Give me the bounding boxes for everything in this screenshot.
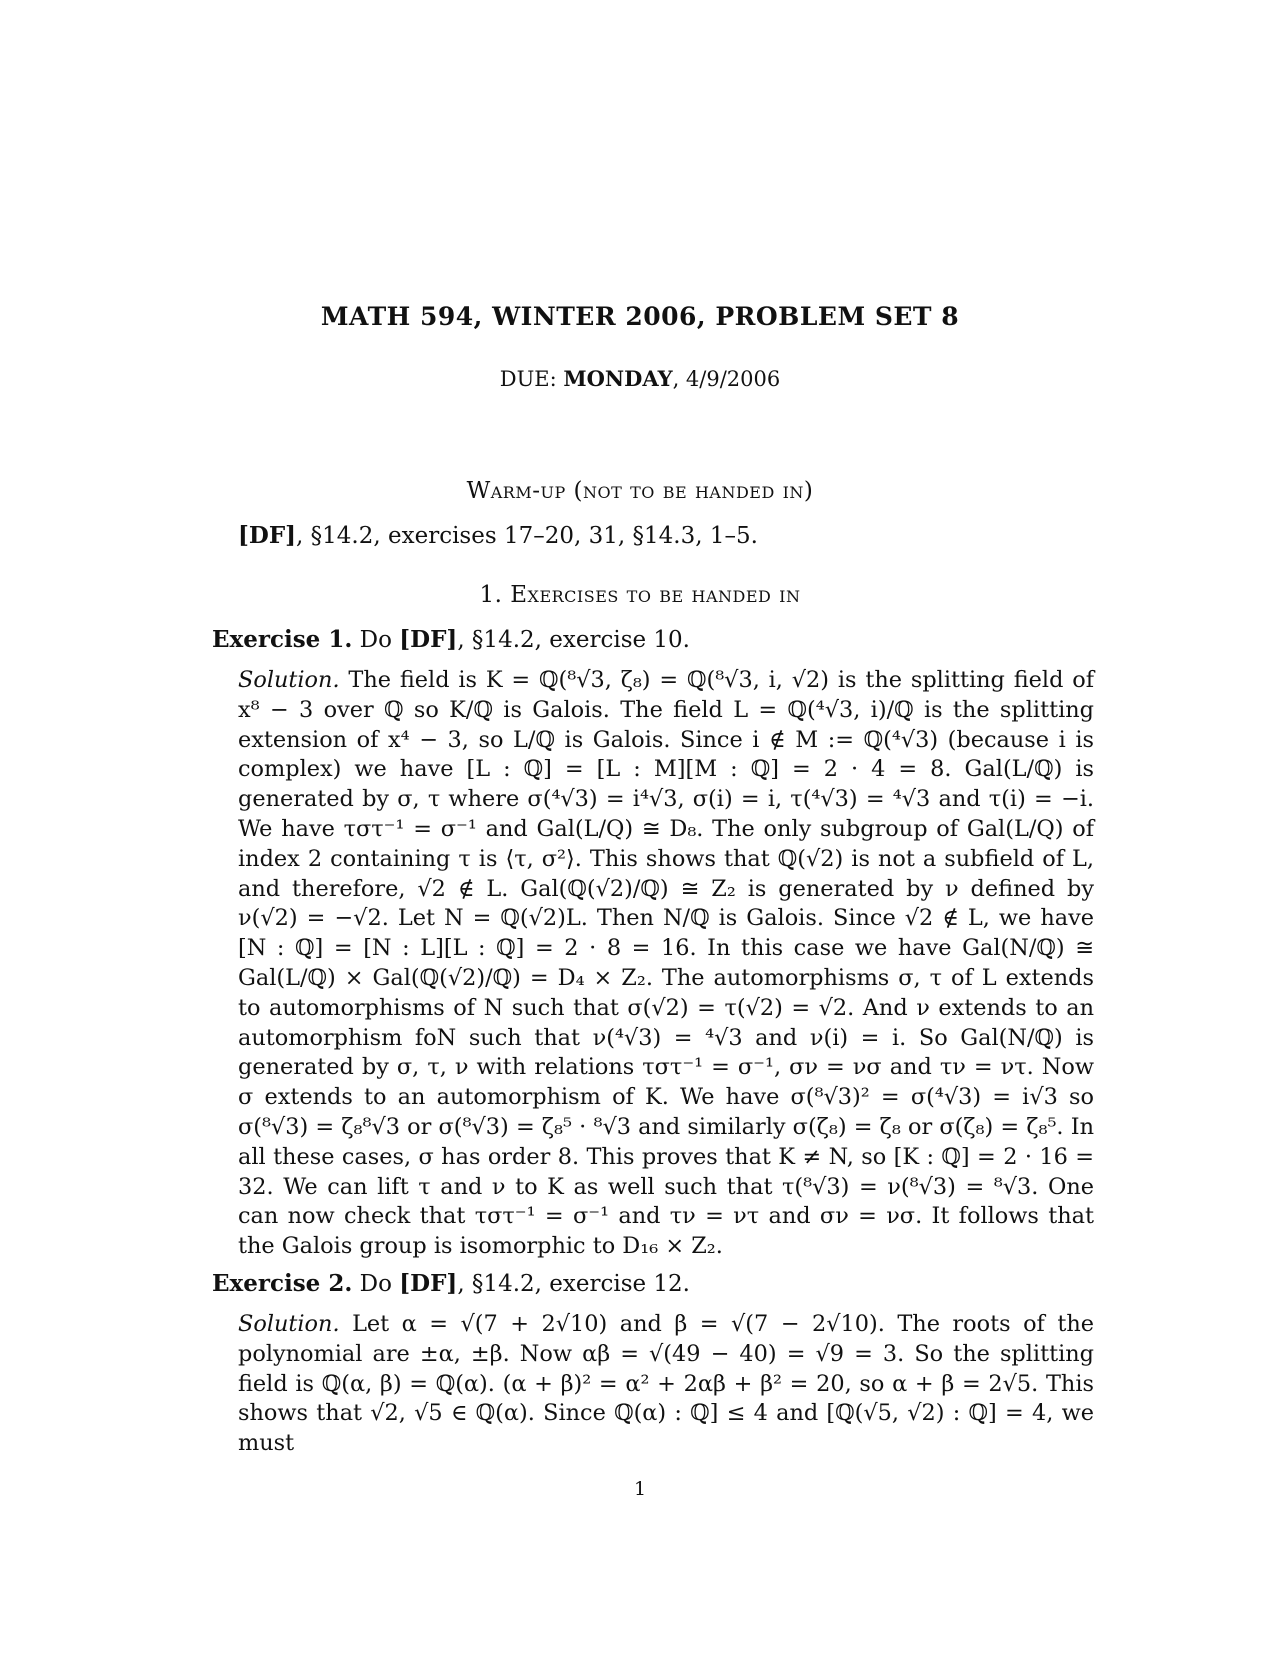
exercise-2-pre: Do [352, 1271, 400, 1297]
exercise-2-solution [212, 1310, 1094, 1459]
exercise-1-statement [212, 626, 1068, 653]
warmup-exercises: , §14.2, exercises 17–20, 31, §14.3, 1–5. [296, 523, 758, 549]
exercise-2-statement [212, 1270, 1068, 1297]
exercise-1-text: , §14.2, exercise 10. [457, 627, 690, 653]
section-heading: 1. Exercises to be handed in [479, 582, 801, 608]
exercise-1-solution-label: Solution. [238, 667, 340, 693]
exercise-2-solution-text: Let α = √(7 + 2√10) and β = √(7 − 2√10). The roots of the polynomial are ±α, ±β. Now αβ = √(49 − 40) = √9 = 3. So the splitting field is ℚ(α, β) = ℚ(α). (α + β)² = α² + 2αβ + β² = 20, so α + β = 2√5. This shows that √2, √5 ∈ ℚ(α). Since ℚ(α) : ℚ] ≤ 4 and [ℚ(√5, √2) : ℚ] = 4, we must [238, 1311, 1094, 1457]
exercise-1-solution-text: The field is K = ℚ(⁸√3, ζ₈) = ℚ(⁸√3, i, √2) is the splitting field of x⁸ − 3 over ℚ so K/ℚ is Galois. The field L = ℚ(⁴√3, i)/ℚ is the splitting extension of x⁴ − 3, so L/ℚ is Galois. Since i ∉ M := ℚ(⁴√3) (because i is complex) we have [L : ℚ] = [L : M][M : ℚ] = 2 · 4 = 8. Gal(L/ℚ) is generated by σ, τ where σ(⁴√3) = i⁴√3, σ(i) = i, τ(⁴√3) = ⁴√3 and τ(i) = −i. We have τστ⁻¹ = σ⁻¹ and Gal(L/Q) ≅ D₈. The only subgroup of Gal(L/Q) of index 2 containing τ is ⟨τ, σ²⟩. This shows that ℚ(√2) is not a subfield of L, and therefore, √2 ∉ L. Gal(ℚ(√2)/ℚ) ≅ Z₂ is generated by ν defined by ν(√2) = −√2. Let N = ℚ(√2)L. Then N/ℚ is Galois. Since √2 ∉ L, we have [N : ℚ] = [N : L][L : ℚ] = 2 · 8 = 16. In this case we have Gal(N/ℚ) ≅ Gal(L/ℚ) × Gal(ℚ(√2)/ℚ) = D₄ × Z₂. The automorphisms σ, τ of L extends to automorphisms of N such that σ(√2) = τ(√2) = √2. And ν extends to an automorphism foN such that ν(⁴√3) = ⁴√3 and ν(i) = i. So Gal(N/ℚ) is generated by σ, τ, ν with relations τστ⁻¹ = σ⁻¹, σν = νσ and τν = ντ. Now σ extends to an automorphism of K. We have σ(⁸√3)² = σ(⁴√3) = i√3 so σ(⁸√3) = ζ₈⁸√3 or σ(⁸√3) = ζ₈⁵ · ⁸√3 and similarly σ(ζ₈) = ζ₈ or σ(ζ₈) = ζ₈⁵. In all these cases, σ has order 8. This proves that K ≠ N, so [K : ℚ] = 2 · 16 = 32. We can lift τ and ν to K as well such that τ(⁸√3) = ν(⁸√3) = ⁸√3. One can now check that τστ⁻¹ = σ⁻¹ and τν = ντ and σν = νσ. It follows that the Galois group is isomorphic to D₁₆ × Z₂. [238, 667, 1094, 1260]
exercise-2-label: Exercise 2. [212, 1270, 353, 1297]
exercise-2-reference: [DF] [399, 1270, 458, 1297]
page-title: MATH 594, WINTER 2006, PROBLEM SET 8 [320, 302, 960, 331]
warmup-heading: Warm-up (not to be handed in) [466, 478, 814, 504]
warmup-text [238, 522, 1068, 549]
due-date-line [212, 366, 1068, 391]
exercise-1-reference: [DF] [399, 626, 458, 653]
exercise-2-solution-label: Solution. [238, 1311, 340, 1337]
page-number: 1 [633, 1478, 647, 1500]
due-date: , 4/9/2006 [672, 367, 781, 391]
warmup-reference: [DF] [238, 522, 297, 549]
exercise-2-text: , §14.2, exercise 12. [457, 1271, 690, 1297]
due-prefix: DUE: [499, 367, 564, 391]
exercise-1-pre: Do [352, 627, 400, 653]
due-day: MONDAY [563, 366, 673, 391]
paper-page [212, 0, 1094, 1656]
exercise-1-label: Exercise 1. [212, 626, 353, 653]
exercise-1-solution [212, 666, 1094, 1262]
